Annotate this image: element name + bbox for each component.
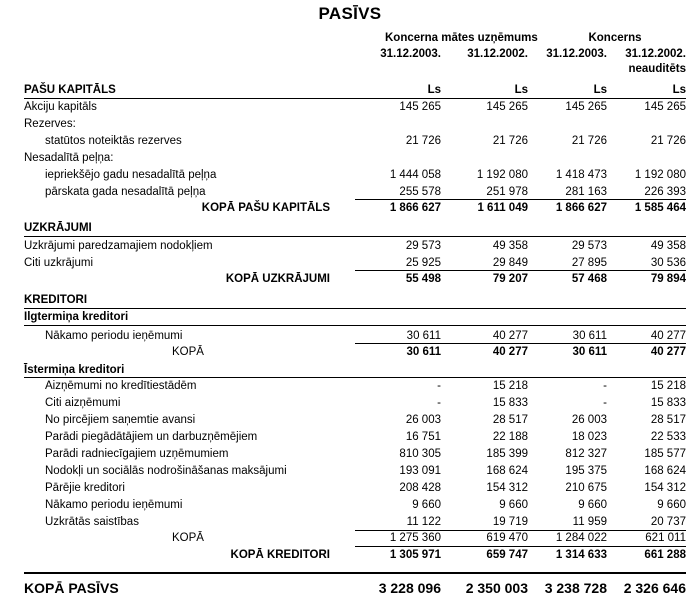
- cell: 29 849: [492, 257, 528, 269]
- section-row: [0, 292, 700, 308]
- cell: 1 192 080: [634, 169, 686, 181]
- cell: 168 624: [644, 465, 686, 477]
- cell: 22 188: [492, 431, 528, 443]
- table-row: [0, 463, 700, 479]
- cell: 30 611: [572, 330, 607, 342]
- total-row: [0, 200, 700, 216]
- grand-total-label: KOPĀ PASĪVS: [24, 580, 119, 596]
- table-row: [0, 167, 700, 183]
- cell: 185 399: [486, 448, 528, 460]
- cell: 40 277: [492, 346, 528, 358]
- column-header-2: 31.12.2002.: [467, 48, 528, 60]
- total-row: [0, 344, 700, 360]
- grand-total-rule: [24, 572, 686, 574]
- cell: 659 747: [486, 549, 528, 561]
- cell: 1 192 080: [476, 169, 528, 181]
- cell: 1 284 022: [555, 532, 607, 544]
- subsection-row: [0, 309, 700, 325]
- cell: 21 726: [571, 135, 607, 147]
- subsection-heading-short-term: Īstermiņa kreditori: [24, 364, 125, 376]
- section-heading-equity: PAŠU KAPITĀLS: [24, 84, 116, 96]
- row-label: Uzkrājumi paredzamajiem nodokļiem: [24, 240, 213, 252]
- section-heading-creditors: KREDITORI: [24, 294, 88, 306]
- section-row: [0, 220, 700, 236]
- table-row: [0, 133, 700, 149]
- cell: 1 275 360: [389, 532, 441, 544]
- cell: 1 585 464: [634, 202, 686, 214]
- cell: 1 418 473: [555, 169, 607, 181]
- table-row: [0, 480, 700, 496]
- cell: 9 660: [657, 499, 686, 511]
- cell: 1 305 971: [389, 549, 441, 561]
- cell: 40 277: [650, 346, 686, 358]
- cell: 22 533: [650, 431, 686, 443]
- row-label: Aizņēmumi no kredītiestādēm: [45, 380, 197, 392]
- cell: 15 833: [650, 397, 686, 409]
- total-label: KOPĀ UZKRĀJUMI: [225, 273, 330, 285]
- cell: 16 751: [405, 431, 441, 443]
- total-label: KOPĀ: [172, 346, 204, 358]
- cell: 29 573: [571, 240, 607, 252]
- cell: 193 091: [399, 465, 441, 477]
- cell: -: [603, 380, 607, 392]
- currency-row: [0, 82, 700, 98]
- column-header-3: 31.12.2003.: [546, 48, 607, 60]
- cell: 11 122: [406, 516, 441, 528]
- row-label: pārskata gada nesadalītā peļņa: [45, 186, 206, 198]
- cell: 168 624: [486, 465, 528, 477]
- table-row: [0, 328, 700, 344]
- cell: 1 314 633: [555, 549, 607, 561]
- subsection-heading-long-term: Ilgtermiņa kreditori: [24, 311, 129, 323]
- column-header-4: 31.12.2002.: [625, 48, 686, 60]
- row-label: Nodokļi un sociālās nodrošināšanas maksājumi: [45, 465, 287, 477]
- row-label: Nesadalītā peļņa:: [24, 152, 114, 164]
- table-row: [0, 395, 700, 411]
- row-label: Citi aizņēmumi: [45, 397, 121, 409]
- cell: 621 011: [645, 532, 686, 544]
- cell: 21 726: [405, 135, 441, 147]
- row-label: Citi uzkrājumi: [24, 257, 94, 269]
- cell: 26 003: [571, 414, 607, 426]
- cell: 28 517: [492, 414, 528, 426]
- cell: 2 326 646: [623, 580, 686, 596]
- currency-cell: Ls: [427, 84, 441, 96]
- row-label: Pārējie kreditori: [45, 482, 125, 494]
- cell: 1 611 049: [477, 202, 528, 214]
- row-label: iepriekšējo gadu nesadalītā peļņa: [45, 169, 217, 181]
- cell: 145 265: [486, 101, 528, 113]
- table-row: [0, 150, 700, 166]
- cell: 1 444 058: [389, 169, 441, 181]
- row-label: statūtos noteiktās rezerves: [45, 135, 182, 147]
- cell: 9 660: [578, 499, 607, 511]
- cell: 810 305: [399, 448, 441, 460]
- table-row: [0, 378, 700, 394]
- cell: 3 238 728: [544, 580, 607, 596]
- section-heading-provisions: UZKRĀJUMI: [24, 222, 92, 234]
- cell: 619 470: [486, 532, 528, 544]
- cell: 28 517: [650, 414, 686, 426]
- cell: 15 218: [492, 380, 528, 392]
- page-title: PASĪVS: [318, 4, 382, 23]
- table-row: [0, 514, 700, 530]
- currency-cell: Ls: [672, 84, 686, 96]
- column-note-unaudited: neauditēts: [628, 63, 686, 75]
- cell: 195 375: [565, 465, 607, 477]
- table-row: [0, 446, 700, 462]
- cell: 251 978: [486, 186, 528, 198]
- cell: -: [603, 397, 607, 409]
- row-label: Akciju kapitāls: [24, 101, 97, 113]
- cell: 30 611: [406, 346, 441, 358]
- cell: 154 312: [644, 482, 686, 494]
- cell: 145 265: [644, 101, 686, 113]
- total-row: [0, 271, 700, 287]
- cell: 2 350 003: [465, 580, 528, 596]
- cell: 19 719: [492, 516, 528, 528]
- cell: 49 358: [650, 240, 686, 252]
- cell: -: [437, 380, 441, 392]
- row-label: Parādi piegādātājiem un darbuzņēmējiem: [45, 431, 258, 443]
- table-row: [0, 238, 700, 254]
- table-row: [0, 255, 700, 271]
- column-header-1: 31.12.2003.: [380, 48, 441, 60]
- total-row: [0, 530, 700, 546]
- cell: 226 393: [644, 186, 686, 198]
- cell: 15 218: [650, 380, 686, 392]
- cell: 3 228 096: [378, 580, 441, 596]
- cell: 30 611: [406, 330, 441, 342]
- cell: 210 675: [565, 482, 607, 494]
- cell: 20 737: [650, 516, 686, 528]
- cell: 18 023: [571, 431, 607, 443]
- table-row: [0, 99, 700, 115]
- table-row: [0, 412, 700, 428]
- row-label: Nākamo periodu ieņēmumi: [45, 499, 183, 511]
- cell: 40 277: [492, 330, 528, 342]
- table-row: [0, 184, 700, 200]
- total-row: [0, 547, 700, 563]
- cell: -: [437, 397, 441, 409]
- divider: [24, 236, 686, 237]
- cell: 21 726: [650, 135, 686, 147]
- cell: 9 660: [412, 499, 441, 511]
- cell: 185 577: [644, 448, 686, 460]
- cell: 15 833: [492, 397, 528, 409]
- cell: 255 578: [399, 186, 441, 198]
- table-row: [0, 497, 700, 513]
- row-label: Parādi radniecīgajiem uzņēmumiem: [45, 448, 229, 460]
- cell: 661 288: [644, 549, 686, 561]
- cell: 11 959: [572, 516, 607, 528]
- table-row: [0, 429, 700, 445]
- total-label: KOPĀ: [172, 532, 204, 544]
- group-header-parent: Koncerna mātes uzņēmums: [385, 32, 538, 44]
- row-label: Nākamo periodu ieņēmumi: [45, 330, 183, 342]
- currency-cell: Ls: [593, 84, 607, 96]
- total-label: KOPĀ KREDITORI: [230, 549, 330, 561]
- cell: 1 866 627: [389, 202, 441, 214]
- table-row: [0, 116, 700, 132]
- cell: 9 660: [499, 499, 528, 511]
- cell: 79 894: [650, 273, 686, 285]
- row-label: Uzkrātās saistības: [45, 516, 139, 528]
- group-header-group: Koncerns: [588, 32, 642, 44]
- cell: 40 277: [650, 330, 686, 342]
- cell: 30 611: [572, 346, 607, 358]
- cell: 812 327: [565, 448, 607, 460]
- row-label: Rezerves:: [24, 118, 76, 130]
- cell: 55 498: [405, 273, 441, 285]
- subsection-row: [0, 362, 700, 378]
- cell: 208 428: [399, 482, 441, 494]
- cell: 27 895: [571, 257, 607, 269]
- cell: 21 726: [492, 135, 528, 147]
- cell: 145 265: [399, 101, 441, 113]
- cell: 25 925: [405, 257, 441, 269]
- divider: [24, 325, 686, 326]
- currency-cell: Ls: [514, 84, 528, 96]
- row-label: No pircējiem saņemtie avansi: [45, 414, 196, 426]
- total-label: KOPĀ PAŠU KAPITĀLS: [201, 202, 330, 214]
- cell: 154 312: [486, 482, 528, 494]
- cell: 281 163: [565, 186, 607, 198]
- cell: 57 468: [571, 273, 607, 285]
- cell: 79 207: [492, 273, 528, 285]
- cell: 145 265: [565, 101, 607, 113]
- cell: 30 536: [650, 257, 686, 269]
- cell: 29 573: [405, 240, 441, 252]
- grand-total-row: [0, 578, 700, 598]
- cell: 26 003: [405, 414, 441, 426]
- cell: 1 866 627: [555, 202, 607, 214]
- cell: 49 358: [492, 240, 528, 252]
